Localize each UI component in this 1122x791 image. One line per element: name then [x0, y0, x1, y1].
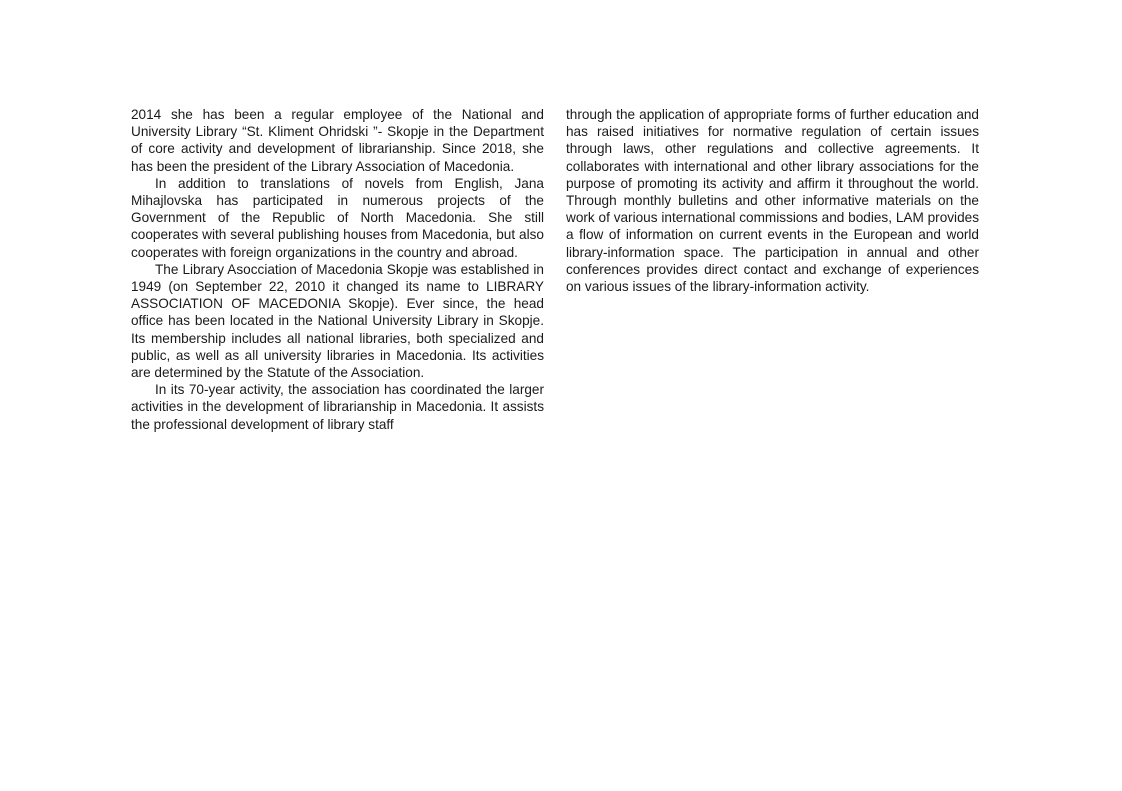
- paragraph: 2014 she has been a regular employee of the National and University Library “St. Kliment Ohridski ”- Skopje in the Department of core activity and development of librarianship. Since 2018, she has been the president of the Library Association of Macedonia.: [131, 107, 544, 174]
- paragraph: through the application of appropriate forms of further education and has raised initiatives for normative regulation of certain issues through laws, other regulations and collective agreements. It collaborates with international and other library associations for the purpose of promoting its activity and affirm it throughout the world. Through monthly bulletins and other informative materials on the work of various international commissions and bodies, LAM provides a flow of information on current events in the European and world library-information space. The participation in annual and other conferences provides direct contact and exchange of experiences on various issues of the library-information activity.: [566, 107, 979, 295]
- right-text-column: [566, 106, 979, 295]
- paragraph: In addition to translations of novels from English, Jana Mihajlovska has participated in numerous projects of the Government of the Republic of North Macedonia. She still cooperates with several publishing houses from Macedonia, but also cooperates with foreign organizations in the country and abroad.: [131, 175, 544, 260]
- paragraph: In its 70-year activity, the association has coordinated the larger activities in the development of librarianship in Macedonia. It assists the professional development of library staff: [131, 382, 544, 432]
- paragraph: The Library Asocciation of Macedonia Skopje was established in 1949 (on September 22, 2010 it changed its name to LIBRARY ASSOCIATION OF MACEDONIA Skopje). Ever since, the head office has been located in the National University Library in Skopje. Its membership includes all national libraries, both specialized and public, as well as all university libraries in Macedonia. Its activities are determined by the Statute of the Association.: [131, 261, 544, 381]
- left-text-column: [131, 106, 544, 433]
